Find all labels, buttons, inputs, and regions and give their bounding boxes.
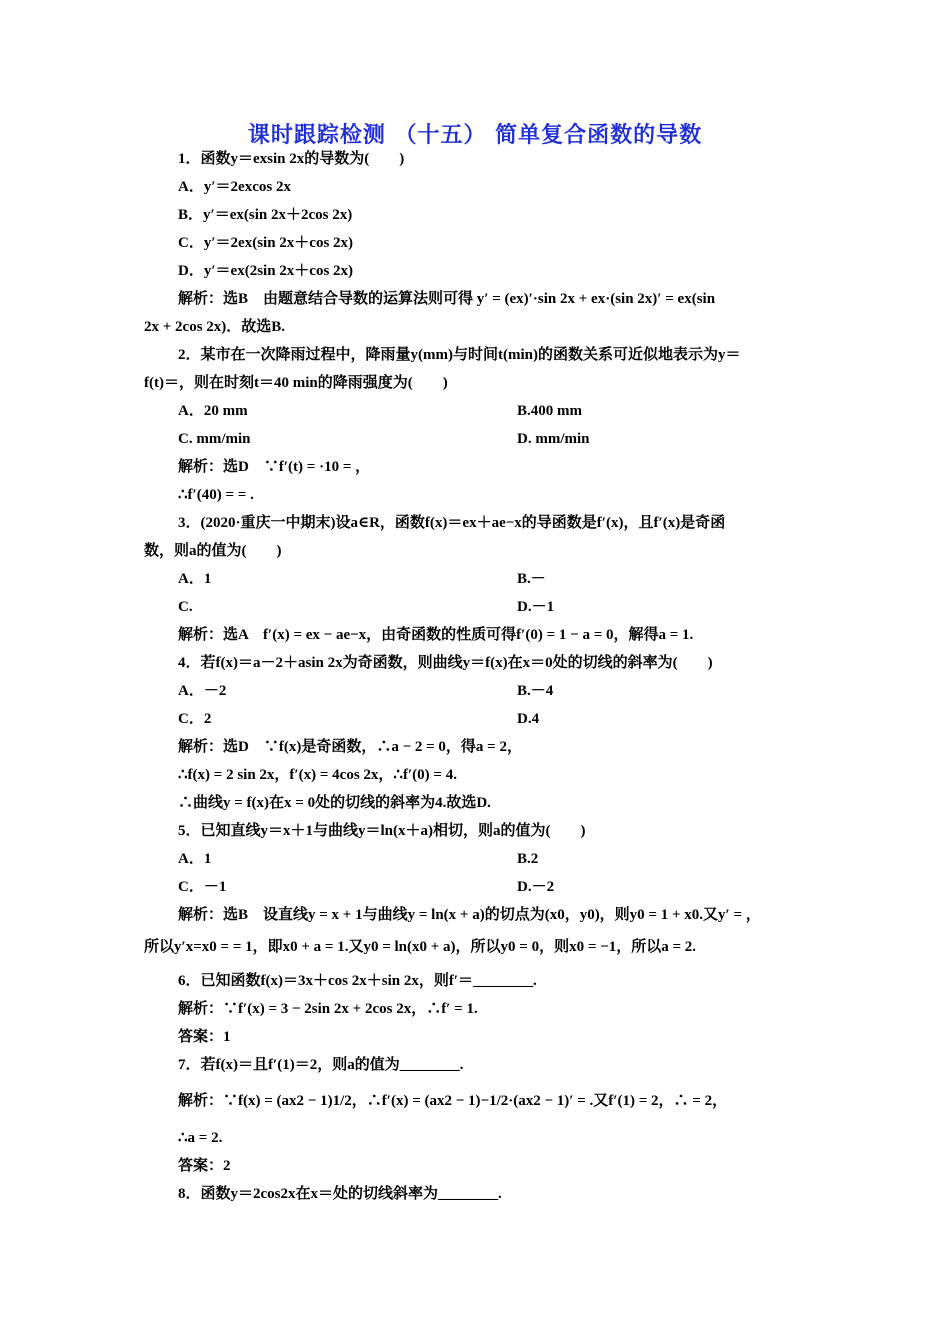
solution-line: 所以y′x=x0 = = 1，即x0 + a = 1.又y0 = ln(x0 + a)，所以y0 = 0，则x0 = −1，所以a = 2. — [144, 939, 696, 955]
question-3-cont: 数，则a的值为( ) — [144, 543, 282, 559]
solution-line: 解析：选B 由题意结合导数的运算法则可得 y′ = (ex)′·sin 2x + ex·(sin 2x)′ = ex(sin — [178, 291, 716, 307]
solution-line: ∴f′(40) = = . — [178, 487, 254, 503]
option-a: A．y′＝2excos 2x — [178, 179, 291, 195]
option-c: C．y′＝2ex(sin 2x＋cos 2x) — [178, 235, 354, 251]
option-d: D.－2 — [517, 879, 555, 895]
option-b: B.－4 — [517, 683, 554, 699]
option-b: B．y′＝ex(sin 2x＋2cos 2x) — [178, 207, 353, 223]
option-c: C．－1 — [178, 879, 227, 895]
solution-line: 解析：∵f(x) = (ax2 − 1)1/2，∴f′(x) = (ax2 − 1)−1/2·(ax2 − 1)′ = .又f′(1) = 2，∴ = 2， — [178, 1093, 728, 1109]
option-d: D. mm/min — [517, 431, 590, 447]
answer-line: 答案：2 — [178, 1158, 231, 1174]
option-a: A．1 — [178, 571, 212, 587]
question-4: 4．若f(x)＝a－2＋asin 2x为奇函数，则曲线y＝f(x)在x＝0处的切线的斜率为( ) — [178, 655, 713, 671]
question-2-cont: f(t)＝，则在时刻t＝40 min的降雨强度为( ) — [144, 375, 448, 391]
page-title: 课时跟踪检测 （十五） 简单复合函数的导数 — [247, 123, 703, 148]
option-b: B.2 — [517, 851, 539, 867]
question-6: 6．已知函数f(x)＝3x＋cos 2x＋sin 2x，则f′＝________. — [178, 973, 537, 989]
solution-line: ∴曲线y = f(x)在x = 0处的切线的斜率为4.故选D. — [178, 795, 491, 811]
option-c: C. — [178, 599, 193, 615]
option-c: C. mm/min — [178, 431, 251, 447]
solution-line: ∴f(x) = 2 sin 2x，f′(x) = 4cos 2x，∴f′(0) = 4. — [178, 767, 457, 783]
option-c: C．2 — [178, 711, 212, 727]
option-a: A．20 mm — [178, 403, 248, 419]
question-3: 3．(2020·重庆一中期末)设a∈R，函数f(x)＝ex＋ae−x的导函数是f′(x)，且f′(x)是奇函 — [178, 515, 726, 531]
question-8: 8．函数y＝2cos2x在x＝处的切线斜率为________. — [178, 1186, 502, 1202]
question-2: 2．某市在一次降雨过程中，降雨量y(mm)与时间t(min)的函数关系可近似地表示为y＝ — [178, 347, 741, 363]
question-1: 1．函数y＝exsin 2x的导数为( ) — [178, 151, 405, 167]
answer-line: 答案：1 — [178, 1029, 231, 1045]
solution-line: 解析：∵f′(x) = 3 − 2sin 2x + 2cos 2x，∴f′ = 1. — [178, 1001, 478, 1017]
option-b: B.－ — [517, 571, 546, 587]
option-a: A．－2 — [178, 683, 227, 699]
question-7: 7．若f(x)＝且f′(1)＝2，则a的值为________. — [178, 1057, 464, 1073]
solution-line: ∴a = 2. — [178, 1130, 223, 1146]
solution-line: 解析：选A f′(x) = ex − ae−x，由奇函数的性质可得f′(0) = 1 − a = 0，解得a = 1. — [178, 627, 694, 643]
option-d: D．y′＝ex(2sin 2x＋cos 2x) — [178, 263, 354, 279]
solution-line: 2x + 2cos 2x)．故选B. — [144, 319, 286, 335]
option-d: D.4 — [517, 711, 540, 727]
option-a: A．1 — [178, 851, 212, 867]
option-b: B.400 mm — [517, 403, 582, 419]
option-d: D.－1 — [517, 599, 555, 615]
solution-line: 解析：选D ∵f′(t) = ·10 = ， — [178, 459, 371, 475]
solution-line: 解析：选D ∵f(x)是奇函数，∴a − 2 = 0，得a = 2， — [178, 739, 522, 755]
solution-line: 解析：选B 设直线y = x + 1与曲线y = ln(x + a)的切点为(x0，y0)，则y0 = 1 + x0.又y′ = ， — [178, 907, 761, 923]
question-5: 5．已知直线y＝x＋1与曲线y＝ln(x＋a)相切，则a的值为( ) — [178, 823, 586, 839]
